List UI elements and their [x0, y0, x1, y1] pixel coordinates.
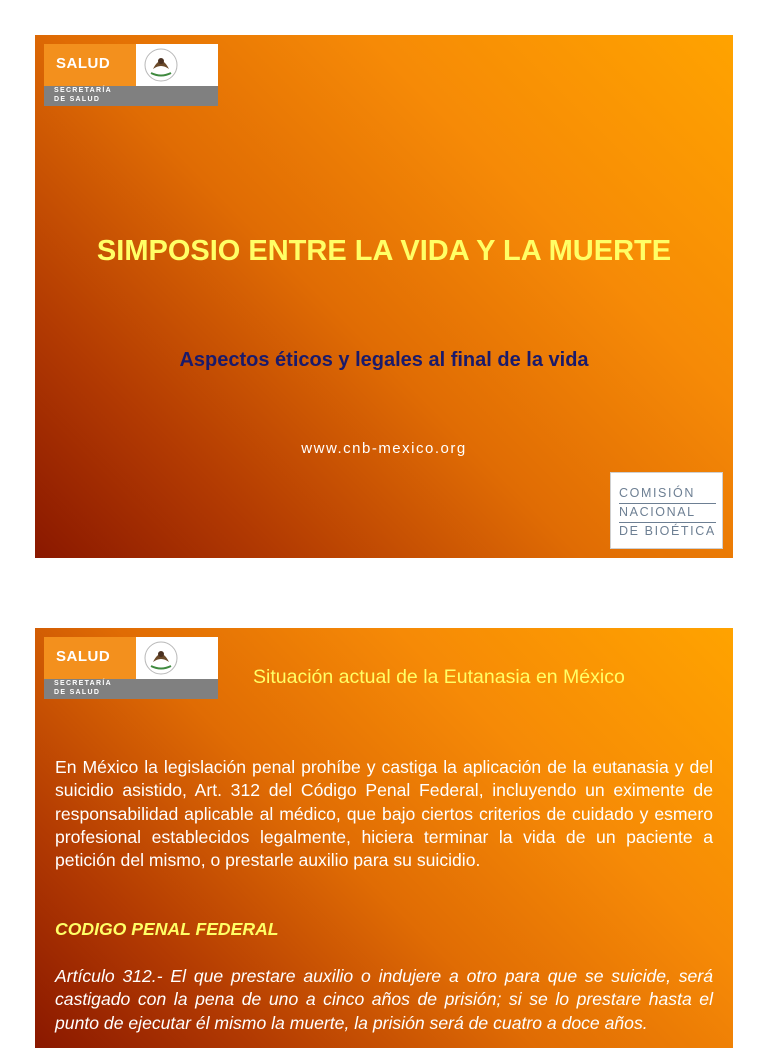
salud-subtitle-line2: DE SALUD — [54, 689, 101, 696]
slide-subtitle: Aspectos éticos y legales al final de la vida — [179, 349, 589, 371]
article-text: Artículo 312.- El que prestare auxilio o indujere a otro para que se suicide, será castigado con la pena de uno a cinco años de prisión; si se lo prestare hasta el punto de ejecutar él mismo la muerte, la prisión será de cuatro a doce años. — [55, 966, 713, 1033]
mexican-eagle-crest-icon — [141, 47, 181, 83]
website-url: www.cnb-mexico.org — [301, 440, 467, 457]
mexican-eagle-crest-icon — [141, 640, 181, 676]
cnb-logo-rule — [619, 522, 716, 523]
body-paragraph: En México la legislación penal prohíbe y castiga la aplicación de la eutanasia y del suicidio asistido, Art. 312 del Código Penal Federal, incluyendo un eximente de responsabilidad aplicable al médico, que bajo ciertos criterios de cuidado y esmero profesional establecidos legalmente, hiciera terminar la vida de un paciente a petición del mismo, o prestarle auxilio para su suicidio. — [55, 757, 713, 871]
title-slide — [35, 35, 733, 558]
cnb-logo-rule — [619, 503, 716, 504]
salud-brand-text: SALUD — [56, 648, 111, 665]
slide-title: Situación actual de la Eutanasia en México — [253, 666, 625, 688]
slide-title: SIMPOSIO ENTRE LA VIDA Y LA MUERTE — [96, 235, 672, 267]
salud-logo — [44, 44, 218, 106]
cnb-logo-line2: NACIONAL — [619, 505, 696, 519]
salud-brand-text: SALUD — [56, 55, 111, 72]
cnb-logo — [610, 472, 723, 549]
salud-logo — [44, 637, 218, 699]
cnb-logo-line1: COMISIÓN — [619, 486, 695, 500]
salud-subtitle-line1: SECRETARÍA — [54, 680, 112, 687]
code-heading: CODIGO PENAL FEDERAL — [55, 919, 279, 939]
content-slide — [35, 628, 733, 1048]
salud-subtitle-line1: SECRETARÍA — [54, 87, 112, 94]
salud-subtitle-line2: DE SALUD — [54, 96, 101, 103]
cnb-logo-line3: DE BIOÉTICA — [619, 524, 716, 538]
